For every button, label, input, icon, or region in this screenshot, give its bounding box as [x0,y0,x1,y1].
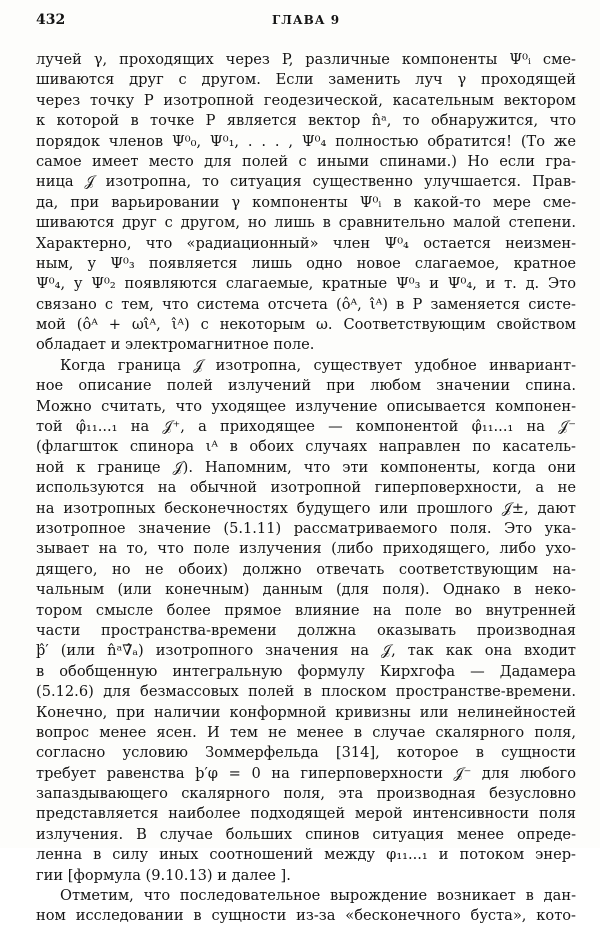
text-line: тором смысле более прямое влияние на поле во внутренней [36,601,576,619]
text-line: в обобщенную интегральную формулу Кирхгофа — Дадамера [36,662,576,680]
text-line: связано с тем, что система отсчета (ôᴬ, ι̂ᴬ) в P заменяется систе- [36,295,576,313]
text-line: зывает на то, что поле излучения (либо приходящего, либо ухо- [36,540,576,558]
text-line: Конечно, при наличии конформной кривизны или нелинейностей [36,703,576,721]
text-line: излучения. В случае больших спинов ситуация менее опреде- [36,825,576,843]
text-line: представляется наиболее подходящей мерой интенсивности поля [36,805,576,823]
text-line: вопрос менее ясен. И тем не менее в случае скалярного поля, [36,723,576,741]
text-line: самое имеет место для полей с иными спинами.) Но если гра- [36,152,576,170]
text-line: лучей γ, проходящих через P, различные компоненты Ψ⁰ᵢ сме- [36,51,576,68]
text-line: мой (ôᴬ + ωι̂ᴬ, ι̂ᴬ) с некоторым ω. Соответствующим свойством [36,316,576,334]
text-line: гии [формула (9.10.13) и далее ]. [36,866,291,884]
page-number: 432 [36,12,66,28]
text-line: чальным (или конечным) данным (для поля). Однако в неко- [36,581,576,599]
text-line: части пространства-времени должна оказывать производная [36,621,576,639]
text-line: той φ̂₁₁...₁ на 𝒥⁺, а приходящее — компонентой φ̂₁₁...₁ на 𝒥⁻ [36,418,576,436]
text-line: (5.12.6) для безмассовых полей в плоском пространстве-времени. [36,683,576,701]
text-line: Характерно, что «радиационный» член Ψ⁰₄ остается неизмен- [36,234,576,252]
text-line: требует равенства þ′φ = 0 на гиперповерхности 𝒥⁻ для любого [36,764,576,782]
text-line: ное описание полей излучений при любом значении спина. [36,377,576,395]
text-line: да, при варьировании γ компоненты Ψ⁰ᵢ в какой-то мере сме- [36,193,576,211]
text-line: ном исследовании в сущности из-за «бесконечного буста», кото- [36,907,576,925]
chapter-title: ГЛАВА 9 [271,13,341,27]
text-line: к которой в точке P является вектор n̂ᵃ, то обнаружится, что [36,112,576,130]
text-line: (флагшток спинора ιᴬ в обоих случаях направлен по касатель- [36,438,576,456]
text-line: шиваются друг с другом, но лишь в сравнительно малой степени. [36,214,576,232]
text-line: шиваются друг с другом. Если заменить луч γ проходящей [36,71,576,89]
text-line: ница 𝒥 изотропна, то ситуация существенно улучшается. Прав- [36,173,576,191]
text-line: изотропное значение (5.1.11) рассматриваемого поля. Это ука- [36,519,576,537]
text-line: Ψ⁰₄, у Ψ⁰₂ появляются слагаемые, кратные Ψ⁰₃ и Ψ⁰₄, и т. д. Это [36,275,576,293]
text-line: согласно условию Зоммерфельда [314], которое в сущности [36,744,576,762]
text-line: обладает и электромагнитное поле. [36,336,315,354]
text-line: используются на обычной изотропной гиперповерхности, а не [36,479,576,497]
text-line: ной к границе 𝒥). Напомним, что эти компоненты, когда они [36,458,576,476]
text-line: ленна в силу иных соотношений между φ₁₁...₁ и потоком энер- [36,846,576,864]
text-line: þ̂′ (или n̂ᵃ∇̂ₐ) изотропного значения на 𝒥, так как она входит [36,642,576,660]
text-line: запаздывающего скалярного поля, эта производная безусловно [36,785,576,803]
text-line: на изотропных бесконечностях будущего или прошлого 𝒥±, дают [36,499,576,517]
text-line: ным, у Ψ⁰₃ появляется лишь одно новое слагаемое, кратное [36,254,576,272]
running-head [36,8,576,32]
text-line: Можно считать, что уходящее излучение описывается компонен- [36,397,576,415]
body-text [36,50,576,927]
text-line: порядок членов Ψ⁰₀, Ψ⁰₁, . . . , Ψ⁰₄ полностью обратится! (То же [36,132,576,150]
text-line: Когда граница 𝒥 изотропна, существует удобное инвариант- [60,356,576,374]
text-line: дящего, но не обоих) должно отвечать соответствующим на- [36,560,576,578]
text-line: Отметим, что последовательное вырождение возникает в дан- [60,887,576,905]
text-line: через точку P изотропной геодезической, касательным вектором [36,91,576,109]
